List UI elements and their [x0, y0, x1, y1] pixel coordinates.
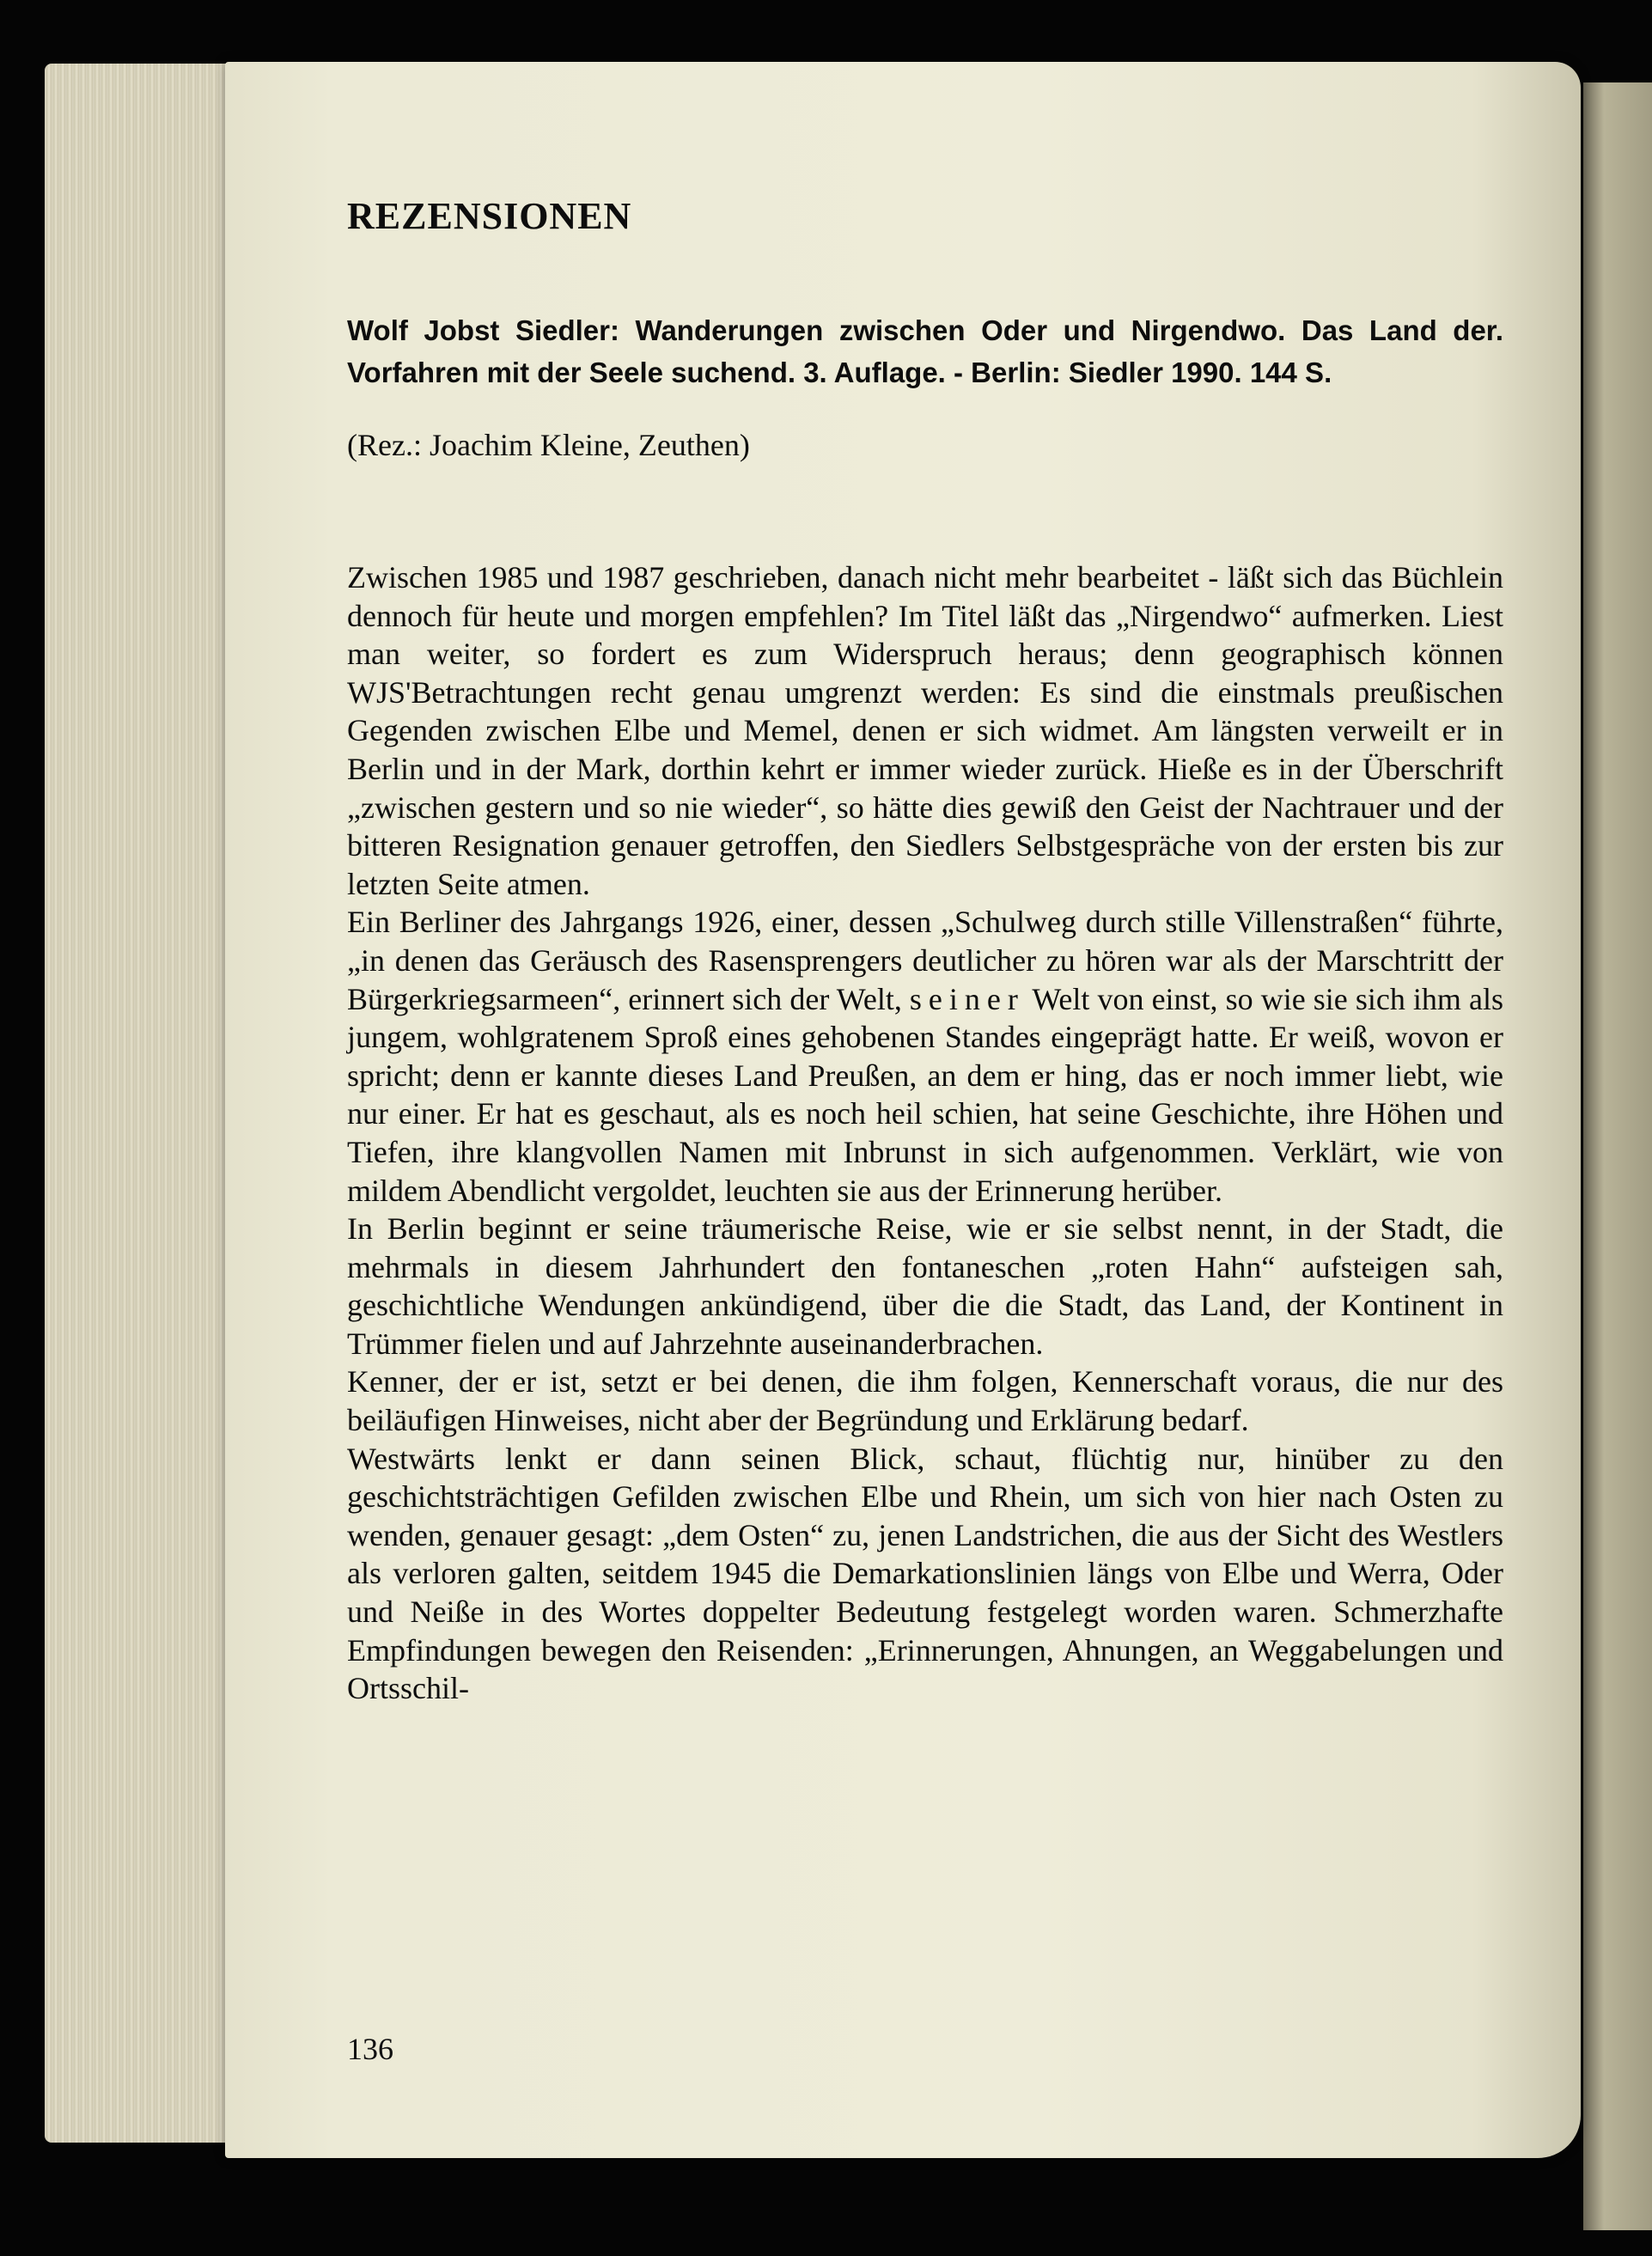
emphasized-word: seiner: [909, 981, 1025, 1016]
page-number: 136: [347, 2032, 393, 2066]
paragraph-2-end: Welt von einst, so wie sie sich ihm als jungem, wohlgratenem Sproß eines gehobenen Standes eingeprägt hatte. Er weiß, wovon er spricht; denn er kannte dieses Land Preußen, an dem er hing, das er noch immer liebt, wie nur einer. Er hat es geschaut, als es noch heil schien, hat seine Geschichte, ihre Höhen und Tiefen, ihre klangvollen Namen mit Inbrunst in sich aufgenommen. Verklärt, wie von mildem Abendlicht vergoldet, leuchten sie aus der Erinnerung herüber.: [347, 981, 1503, 1208]
adjacent-page-edge: [1583, 82, 1652, 2230]
review-body: [347, 558, 1503, 1708]
page-stack-edges: [45, 64, 242, 2143]
reviewer-credit: (Rez.: Joachim Kleine, Zeuthen): [347, 428, 750, 462]
paragraph-4: Kenner, der er ist, setzt er bei denen, die ihm folgen, Kennerschaft voraus, die nur des beiläufigen Hinweises, nicht aber der Begründung und Erklärung bedarf.: [347, 1364, 1503, 1438]
paragraph-5: Westwärts lenkt er dann seinen Blick, schaut, flüchtig nur, hinüber zu den geschichtsträchtigen Gefilden zwischen Elbe und Rhein, um sich von hier nach Osten zu wenden, genauer gesagt: „dem Osten“ zu, jenen Landstrichen, die aus der Sicht des Westlers als verloren galten, seitdem 1945 die Demarkationslinien längs von Elbe und Werra, Oder und Neiße in des Wortes doppelter Bedeutung festgelegt worden waren. Schmerzhafte Empfindungen bewegen den Reisenden: „Erinnerungen, Ahnungen, an Weggabelungen und Ortsschil-: [347, 1441, 1503, 1706]
paragraph-2-start: Ein Berliner des Jahrgangs 1926, einer, dessen „Schulweg durch stille Villenstraßen“ führte, „in denen das Geräusch des Rasensprengers deutlicher zu hören war als der Marschtritt der Bürgerkriegsarmeen“, erinnert sich der Welt,: [347, 905, 1503, 1016]
paragraph-3: In Berlin beginnt er seine träumerische Reise, wie er sie selbst nennt, in der Stadt, die mehrmals in diesem Jahrhundert den fontaneschen „roten Hahn“ aufsteigen sah, geschichtliche Wendungen ankündigend, über die die Stadt, das Land, der Kontinent in Trümmer fielen und auf Jahrzehnte auseinanderbrachen.: [347, 1211, 1503, 1361]
page-content: [347, 191, 1503, 1708]
paragraph-2: [347, 903, 1503, 1210]
book-reference: Wolf Jobst Siedler: Wanderungen zwischen Oder und Nirgendwo. Das Land der. Vorfahren mit der Seele suchend. 3. Auflage. - Berlin: Siedler 1990. 144 S.: [347, 314, 1503, 388]
paragraph-1: Zwischen 1985 und 1987 geschrieben, danach nicht mehr bearbeitet - läßt sich das Büchlein dennoch für heute und morgen empfehlen? Im Titel läßt das „Nirgendwo“ aufmerken. Liest man weiter, so fordert es zum Widerspruch heraus; denn geographisch können WJS'Betrachtungen recht genau umgrenzt werden: Es sind die einstmals preußischen Gegenden zwischen Elbe und Memel, denen er sich widmet. Am längsten verweilt er in Berlin und in der Mark, dorthin kehrt er immer wieder zurück. Hieße es in der Überschrift „zwischen gestern und so nie wieder“, so hätte dies gewiß den Geist der Nachtrauer und der bitteren Resignation genauer getroffen, den Siedlers Selbstgespräche von der ersten bis zur letzten Seite atmen.: [347, 560, 1503, 901]
section-title: REZENSIONEN: [347, 195, 632, 237]
